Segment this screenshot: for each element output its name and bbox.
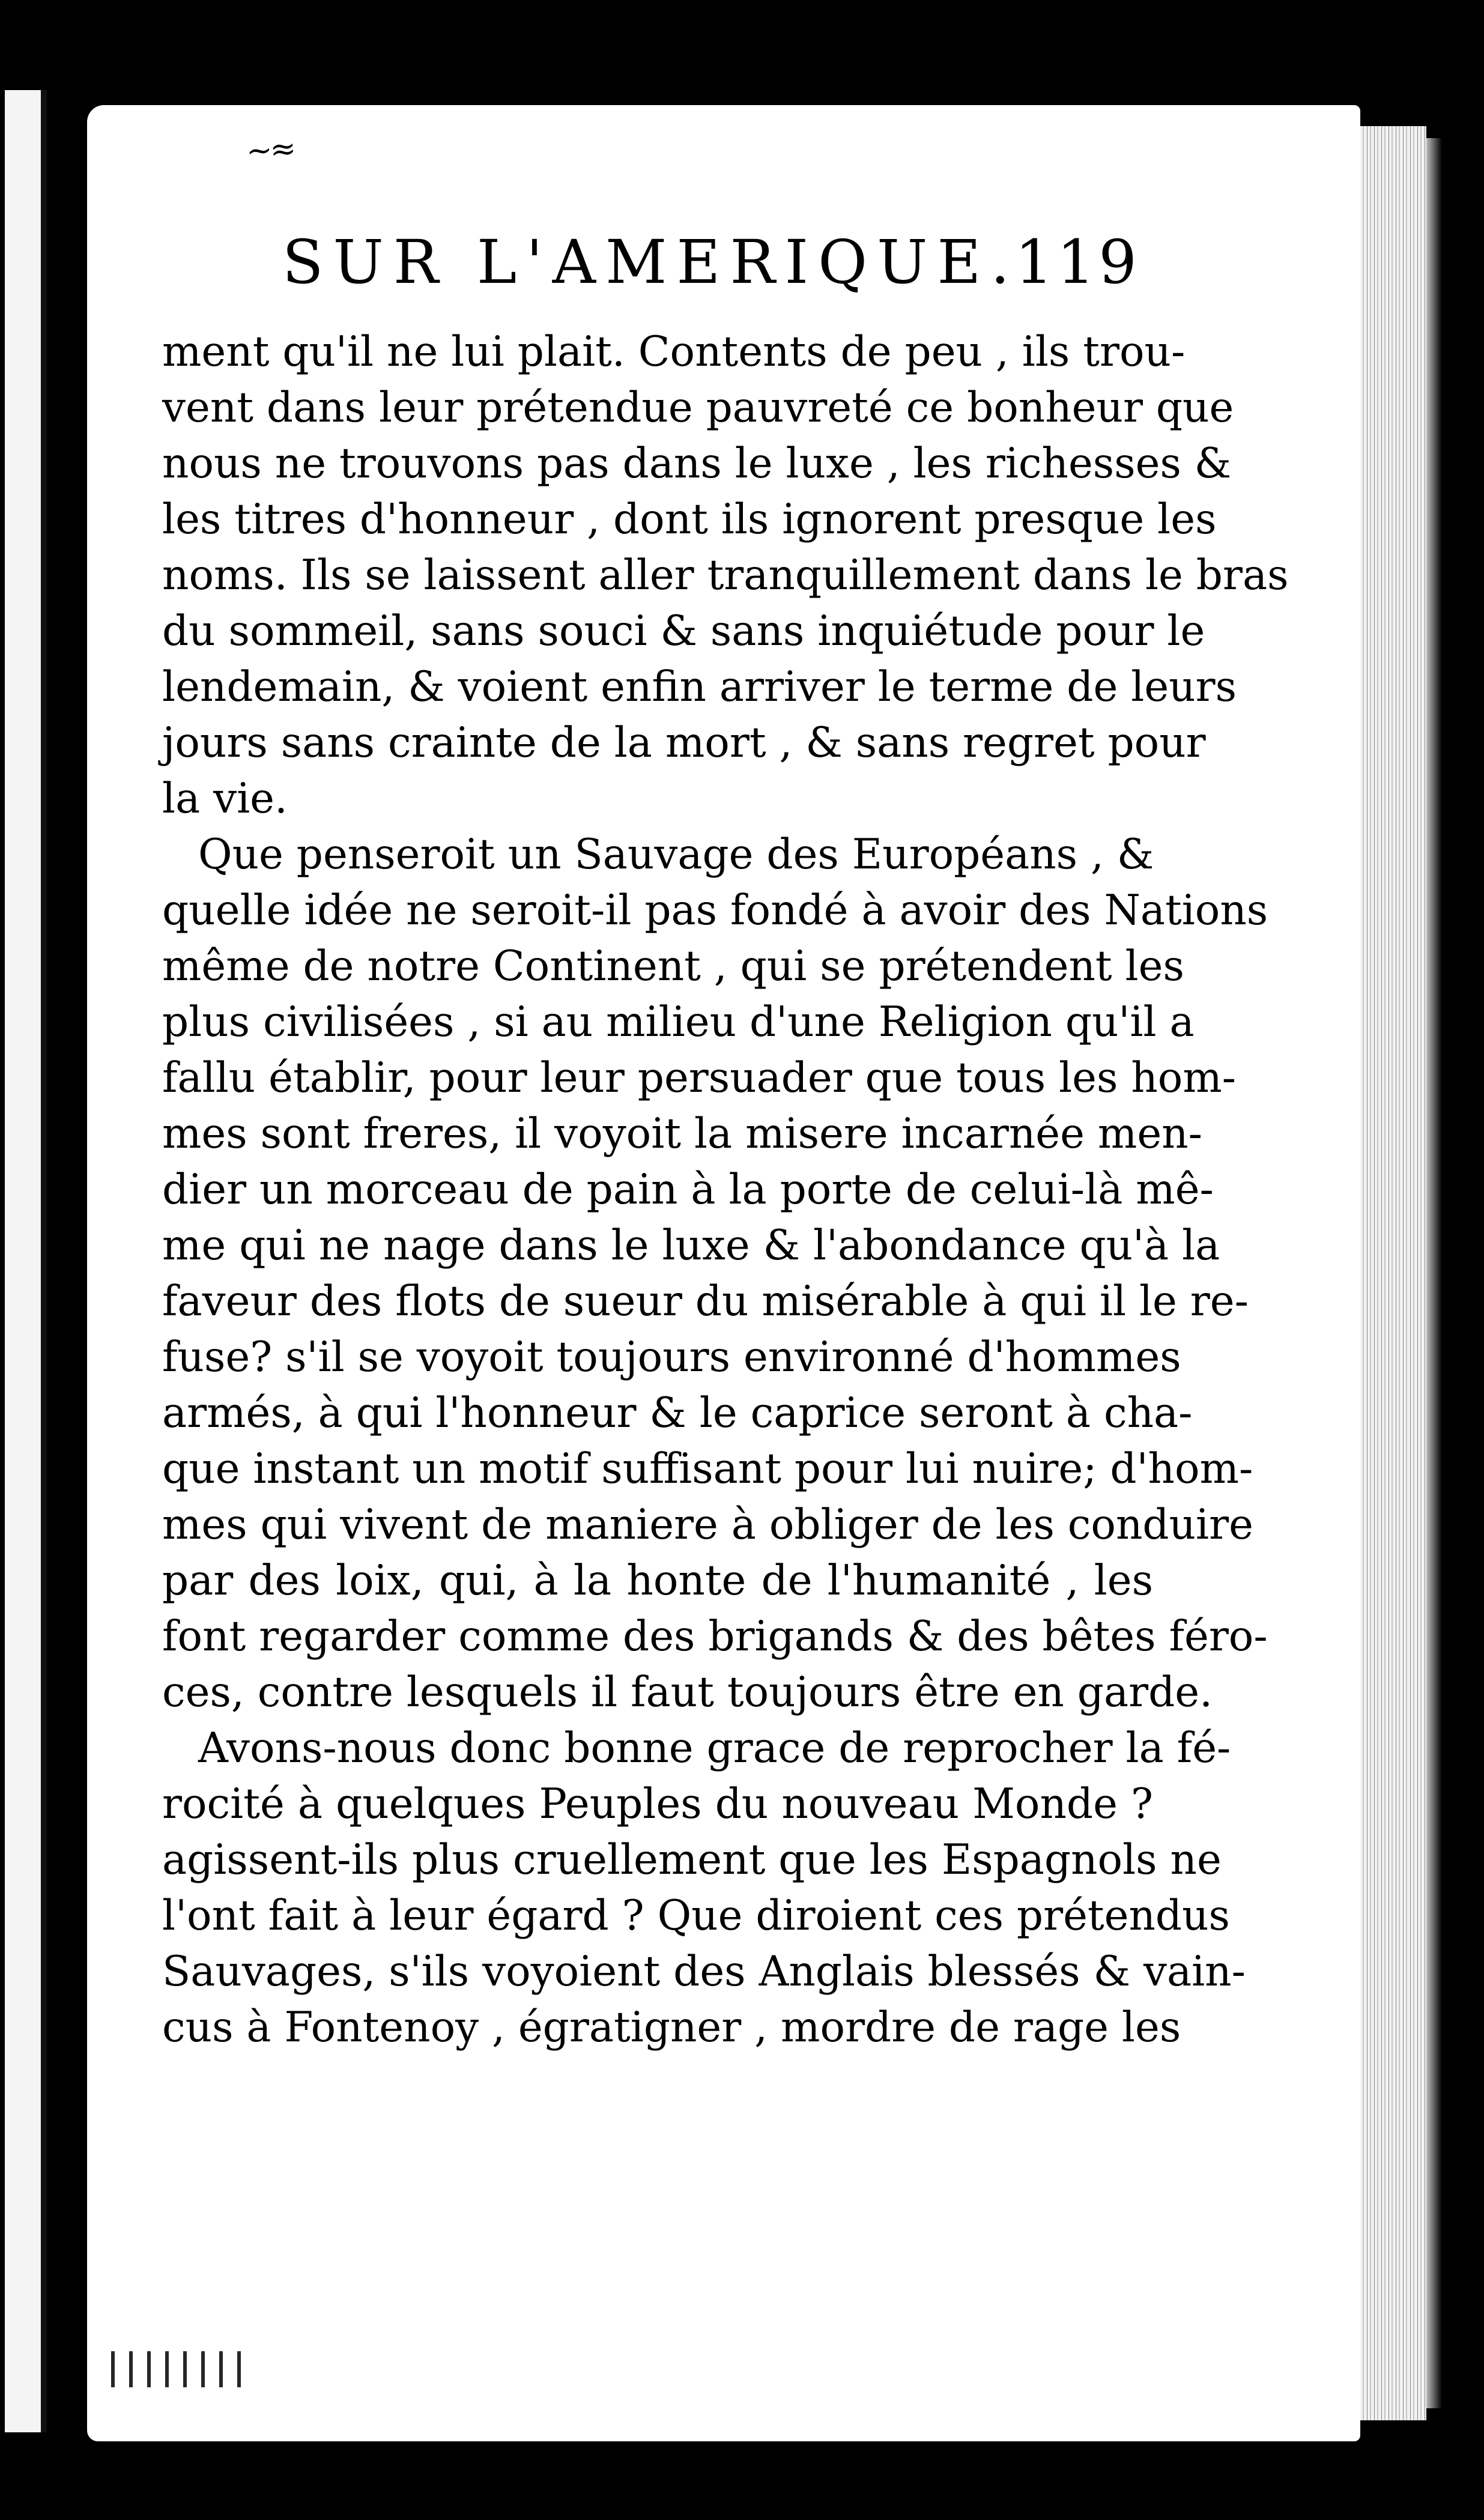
text-line: mes sont freres, il voyoit la misere incarnée men- xyxy=(162,1110,1202,1158)
text-line: du sommeil, sans souci & sans inquiétude pour le xyxy=(162,607,1205,655)
text-line: fallu établir, pour leur persuader que tous les hom- xyxy=(162,1054,1237,1102)
text-line: armés, à qui l'honneur & le caprice seront à cha- xyxy=(162,1389,1193,1437)
text-line: font regarder comme des brigands & des bêtes féro- xyxy=(162,1613,1268,1661)
text-line: noms. Ils se laissent aller tranquillement dans le bras xyxy=(162,551,1289,599)
text-line: les titres d'honneur , dont ils ignorent presque les xyxy=(162,495,1217,544)
text-line: Que penseroit un Sauvage des Européans , & xyxy=(198,831,1154,879)
page-header xyxy=(282,223,1141,301)
page-stack-edge xyxy=(1360,126,1426,2420)
text-line: dier un morceau de pain à la porte de celui-là mê- xyxy=(162,1166,1214,1214)
text-line: l'ont fait à leur égard ? Que diroient ces prétendus xyxy=(162,1892,1230,1940)
text-line: même de notre Continent , qui se prétendent les xyxy=(162,942,1184,990)
text-line: lendemain, & voient enfin arriver le terme de leurs xyxy=(162,663,1237,711)
text-line: la vie. xyxy=(162,775,288,823)
printer-ornament: ~≈ xyxy=(245,130,295,170)
paragraph-3 xyxy=(162,1721,1246,2056)
text-line: Sauvages, s'ils voyoient des Anglais blessés & vain- xyxy=(162,1948,1246,1996)
text-line: cus à Fontenoy , égratigner , mordre de rage les xyxy=(162,2004,1181,2052)
text-line: faveur des flots de sueur du misérable à qui il le re- xyxy=(162,1277,1249,1325)
text-line: que instant un motif suffisant pour lui nuire; d'hom- xyxy=(162,1445,1253,1493)
body-text xyxy=(162,324,1289,2056)
page-number: 119 xyxy=(1015,227,1140,297)
text-line: rocité à quelques Peuples du nouveau Monde ? xyxy=(162,1780,1153,1828)
text-line: me qui ne nage dans le luxe & l'abondance qu'à la xyxy=(162,1222,1220,1270)
text-line: plus civilisées , si au milieu d'une Religion qu'il a xyxy=(162,998,1195,1046)
text-line: fuse? s'il se voyoit toujours environné d'hommes xyxy=(162,1333,1181,1381)
text-line: par des loix, qui, à la honte de l'humanité , les xyxy=(162,1557,1153,1605)
binding-marks xyxy=(111,2351,255,2387)
text-line: ces, contre lesquels il faut toujours être en garde. xyxy=(162,1668,1213,1716)
text-line: ment qu'il ne lui plait. Contents de peu , ils trou- xyxy=(162,328,1186,376)
adjacent-page-edge xyxy=(5,90,47,2432)
text-line: mes qui vivent de maniere à obliger de les conduire xyxy=(162,1501,1253,1549)
text-line: quelle idée ne seroit-il pas fondé à avoir des Nations xyxy=(162,886,1268,934)
text-line: nous ne trouvons pas dans le luxe , les richesses & xyxy=(162,440,1232,488)
text-line: Avons-nous donc bonne grace de reprocher la fé- xyxy=(198,1724,1231,1772)
text-line: agissent-ils plus cruellement que les Espagnols ne xyxy=(162,1836,1222,1884)
text-line: jours sans crainte de la mort , & sans regret pour xyxy=(162,719,1206,767)
paragraph-1 xyxy=(162,324,1289,827)
paragraph-2 xyxy=(162,827,1268,1721)
running-title: SUR L'AMERIQUE. xyxy=(282,227,1020,297)
page-stack-shadow xyxy=(1426,138,1442,2408)
text-line: vent dans leur prétendue pauvreté ce bonheur que xyxy=(162,384,1234,432)
